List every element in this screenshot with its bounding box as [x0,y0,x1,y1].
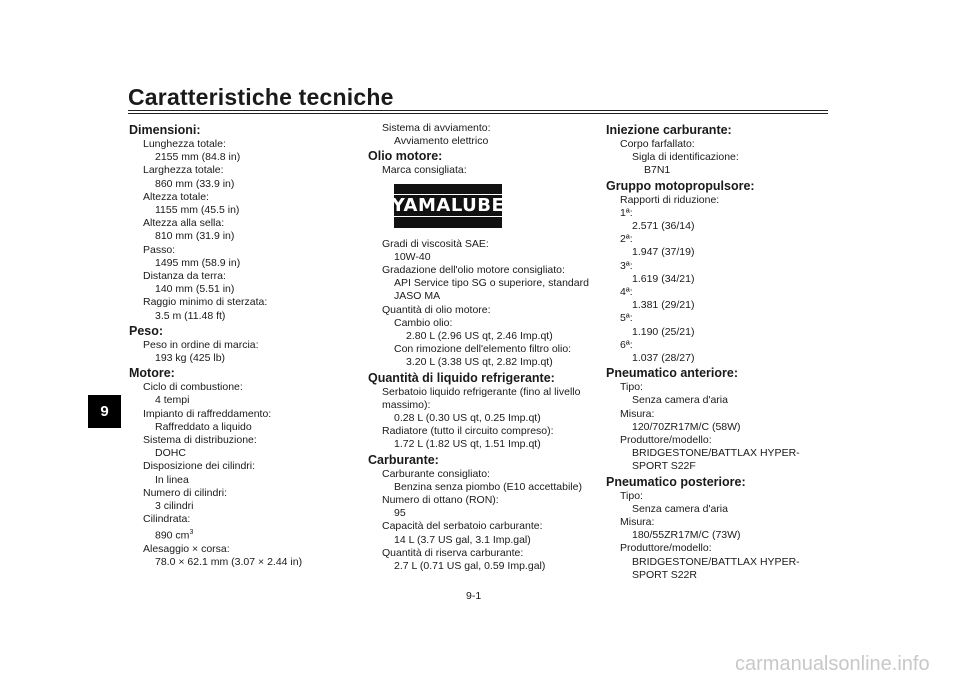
spec-value: 1495 mm (58.9 in) [155,256,241,269]
spec-label: Rapporti di riduzione: [620,193,720,206]
gear-value: 1.619 (34/21) [632,272,695,285]
spec-value: SPORT S22R [632,568,697,581]
spec-value: 140 mm (5.51 in) [155,283,235,296]
section-heading-drivetrain: Gruppo motopropulsore: [606,178,755,193]
spec-label: Carburante consigliato: [382,467,490,480]
spec-label: Impianto di raffreddamento: [143,407,272,420]
spec-label: Gradi di viscosità SAE: [382,237,489,250]
spec-value: 2.7 L (0.71 US gal, 0.59 Imp.gal) [394,560,546,573]
spec-value: 4 tempi [155,394,190,407]
spec-value: 14 L (3.7 US gal, 3.1 Imp.gal) [394,533,531,546]
page-number: 9-1 [466,590,482,602]
section-heading-coolant: Quantità di liquido refrigerante: [368,370,555,385]
section-heading-injection: Iniezione carburante: [606,123,732,137]
spec-label: Corpo farfallato: [620,138,695,150]
spec-label: Quantità di olio motore: [382,303,491,316]
spec-value: 3 cilindri [155,500,194,513]
spec-value: 180/55ZR17M/C (73W) [632,529,741,542]
spec-sublabel: Sigla di identificazione: [632,151,739,164]
title-rule [128,110,828,111]
gear-value: 1.190 (25/21) [632,325,695,338]
spec-value: 78.0 × 62.1 mm (3.07 × 2.44 in) [155,556,303,569]
spec-label: Cilindrata: [143,513,191,526]
spec-value: 1155 mm (45.5 in) [155,204,240,217]
section-heading-front-tire: Pneumatico anteriore: [606,366,738,381]
spec-value: 810 mm (31.9 in) [155,230,235,243]
spec-value: 1.72 L (1.82 US qt, 1.51 Imp.qt) [394,438,541,451]
gear-label: 4ª: [620,286,633,299]
spec-value: In linea [155,473,189,486]
spec-value: Senza camera d'aria [632,394,728,407]
spec-label: Raggio minimo di sterzata: [143,296,268,309]
section-heading-engine: Motore: [129,366,175,381]
section-heading-oil: Olio motore: [368,149,443,164]
spec-label: Numero di cilindri: [143,486,228,499]
chapter-tab: 9 [88,395,121,428]
spec-label: Misura: [620,407,655,420]
displacement-unit-exponent: 3 [189,529,194,537]
spec-value: Raffreddato a liquido [155,420,252,433]
spec-value: SPORT S22F [632,460,696,473]
watermark: carmanualsonline.info [735,653,930,675]
yamalube-logo-text: YAMALUBE [385,194,512,217]
yamalube-logo [391,184,505,228]
spec-label: Gradazione dell'olio motore consigliato: [382,264,565,277]
spec-label: Distanza da terra: [143,270,226,283]
spec-value: JASO MA [394,290,441,303]
section-heading-dimensions: Dimensioni: [129,123,201,137]
spec-label: Tipo: [620,381,643,394]
spec-label: Peso in ordine di marcia: [143,338,259,351]
spec-label: Larghezza totale: [143,164,224,177]
spec-label: Numero di ottano (RON): [382,494,499,507]
gear-label: 5ª: [620,312,633,325]
spec-value: Senza camera d'aria [632,502,728,515]
spec-value: API Service tipo SG o superiore, standard [394,277,589,290]
spec-value: 120/70ZR17M/C (58W) [632,420,741,433]
spec-label: Capacità del serbatoio carburante: [382,520,543,533]
section-heading-weight: Peso: [129,323,164,338]
spec-value: Avviamento elettrico [394,135,489,148]
spec-value: 95 [394,507,406,520]
gear-value: 1.947 (37/19) [632,246,695,259]
spec-label: Altezza alla sella: [143,217,225,230]
spec-value: 860 mm (33.9 in) [155,177,235,190]
spec-value: Benzina senza piombo (E10 accettabile) [394,480,582,493]
spec-sublabel: Cambio olio: [394,316,453,329]
displacement-value: 890 cm [155,529,190,542]
gear-label: 2ª: [620,233,633,246]
spec-label: Sistema di avviamento: [382,122,491,134]
spec-label: Misura: [620,516,655,529]
spec-label: Sistema di distribuzione: [143,434,257,447]
spec-value: BRIDGESTONE/BATTLAX HYPER- [632,447,800,460]
gear-label: 3ª: [620,259,633,272]
spec-value: B7N1 [644,164,671,177]
spec-value: 193 kg (425 lb) [155,352,226,365]
spec-label: Produttore/modello: [620,434,712,447]
spec-value: 10W-40 [394,250,431,263]
gear-value: 1.037 (28/27) [632,352,695,365]
spec-value: 2.80 L (2.96 US qt, 2.46 Imp.qt) [406,330,553,343]
spec-column-3 [606,122,831,582]
spec-column-2 [368,122,593,573]
spec-label: Produttore/modello: [620,542,712,555]
section-heading-rear-tire: Pneumatico posteriore: [606,474,746,489]
spec-label: Serbatoio liquido refrigerante (fino al livello [382,385,581,398]
gear-value: 1.381 (29/21) [632,299,695,312]
spec-value: DOHC [155,447,186,460]
spec-label: Radiatore (tutto il circuito compreso): [382,425,554,438]
spec-label: Disposizione dei cilindri: [143,460,256,473]
spec-label: Ciclo di combustione: [143,381,243,394]
gear-label: 1ª: [620,206,633,219]
gear-label: 6ª: [620,338,633,351]
spec-value: 3.20 L (3.38 US qt, 2.82 Imp.qt) [406,356,553,369]
spec-label: Passo: [143,243,176,256]
spec-label: Lunghezza totale: [143,138,226,150]
page-title: Caratteristiche tecniche [128,84,394,110]
spec-value: 3.5 m (11.48 ft) [155,309,226,322]
title-rule-secondary [128,113,828,114]
spec-label: Altezza totale: [143,190,209,203]
spec-column-1 [129,122,344,570]
spec-sublabel: Con rimozione dell'elemento filtro olio: [394,343,572,356]
spec-label: Quantità di riserva carburante: [382,546,524,559]
spec-label: Tipo: [620,489,643,502]
spec-value [129,526,344,543]
gear-value: 2.571 (36/14) [632,220,695,233]
spec-value: 0.28 L (0.30 US qt, 0.25 Imp.qt) [394,412,541,425]
spec-label: Marca consigliata: [382,164,467,177]
section-heading-fuel: Carburante: [368,452,439,467]
spec-value: BRIDGESTONE/BATTLAX HYPER- [632,555,800,568]
spec-label: Alesaggio × corsa: [143,543,230,556]
spec-value: 2155 mm (84.8 in) [155,151,241,164]
spec-label: massimo): [382,398,431,411]
